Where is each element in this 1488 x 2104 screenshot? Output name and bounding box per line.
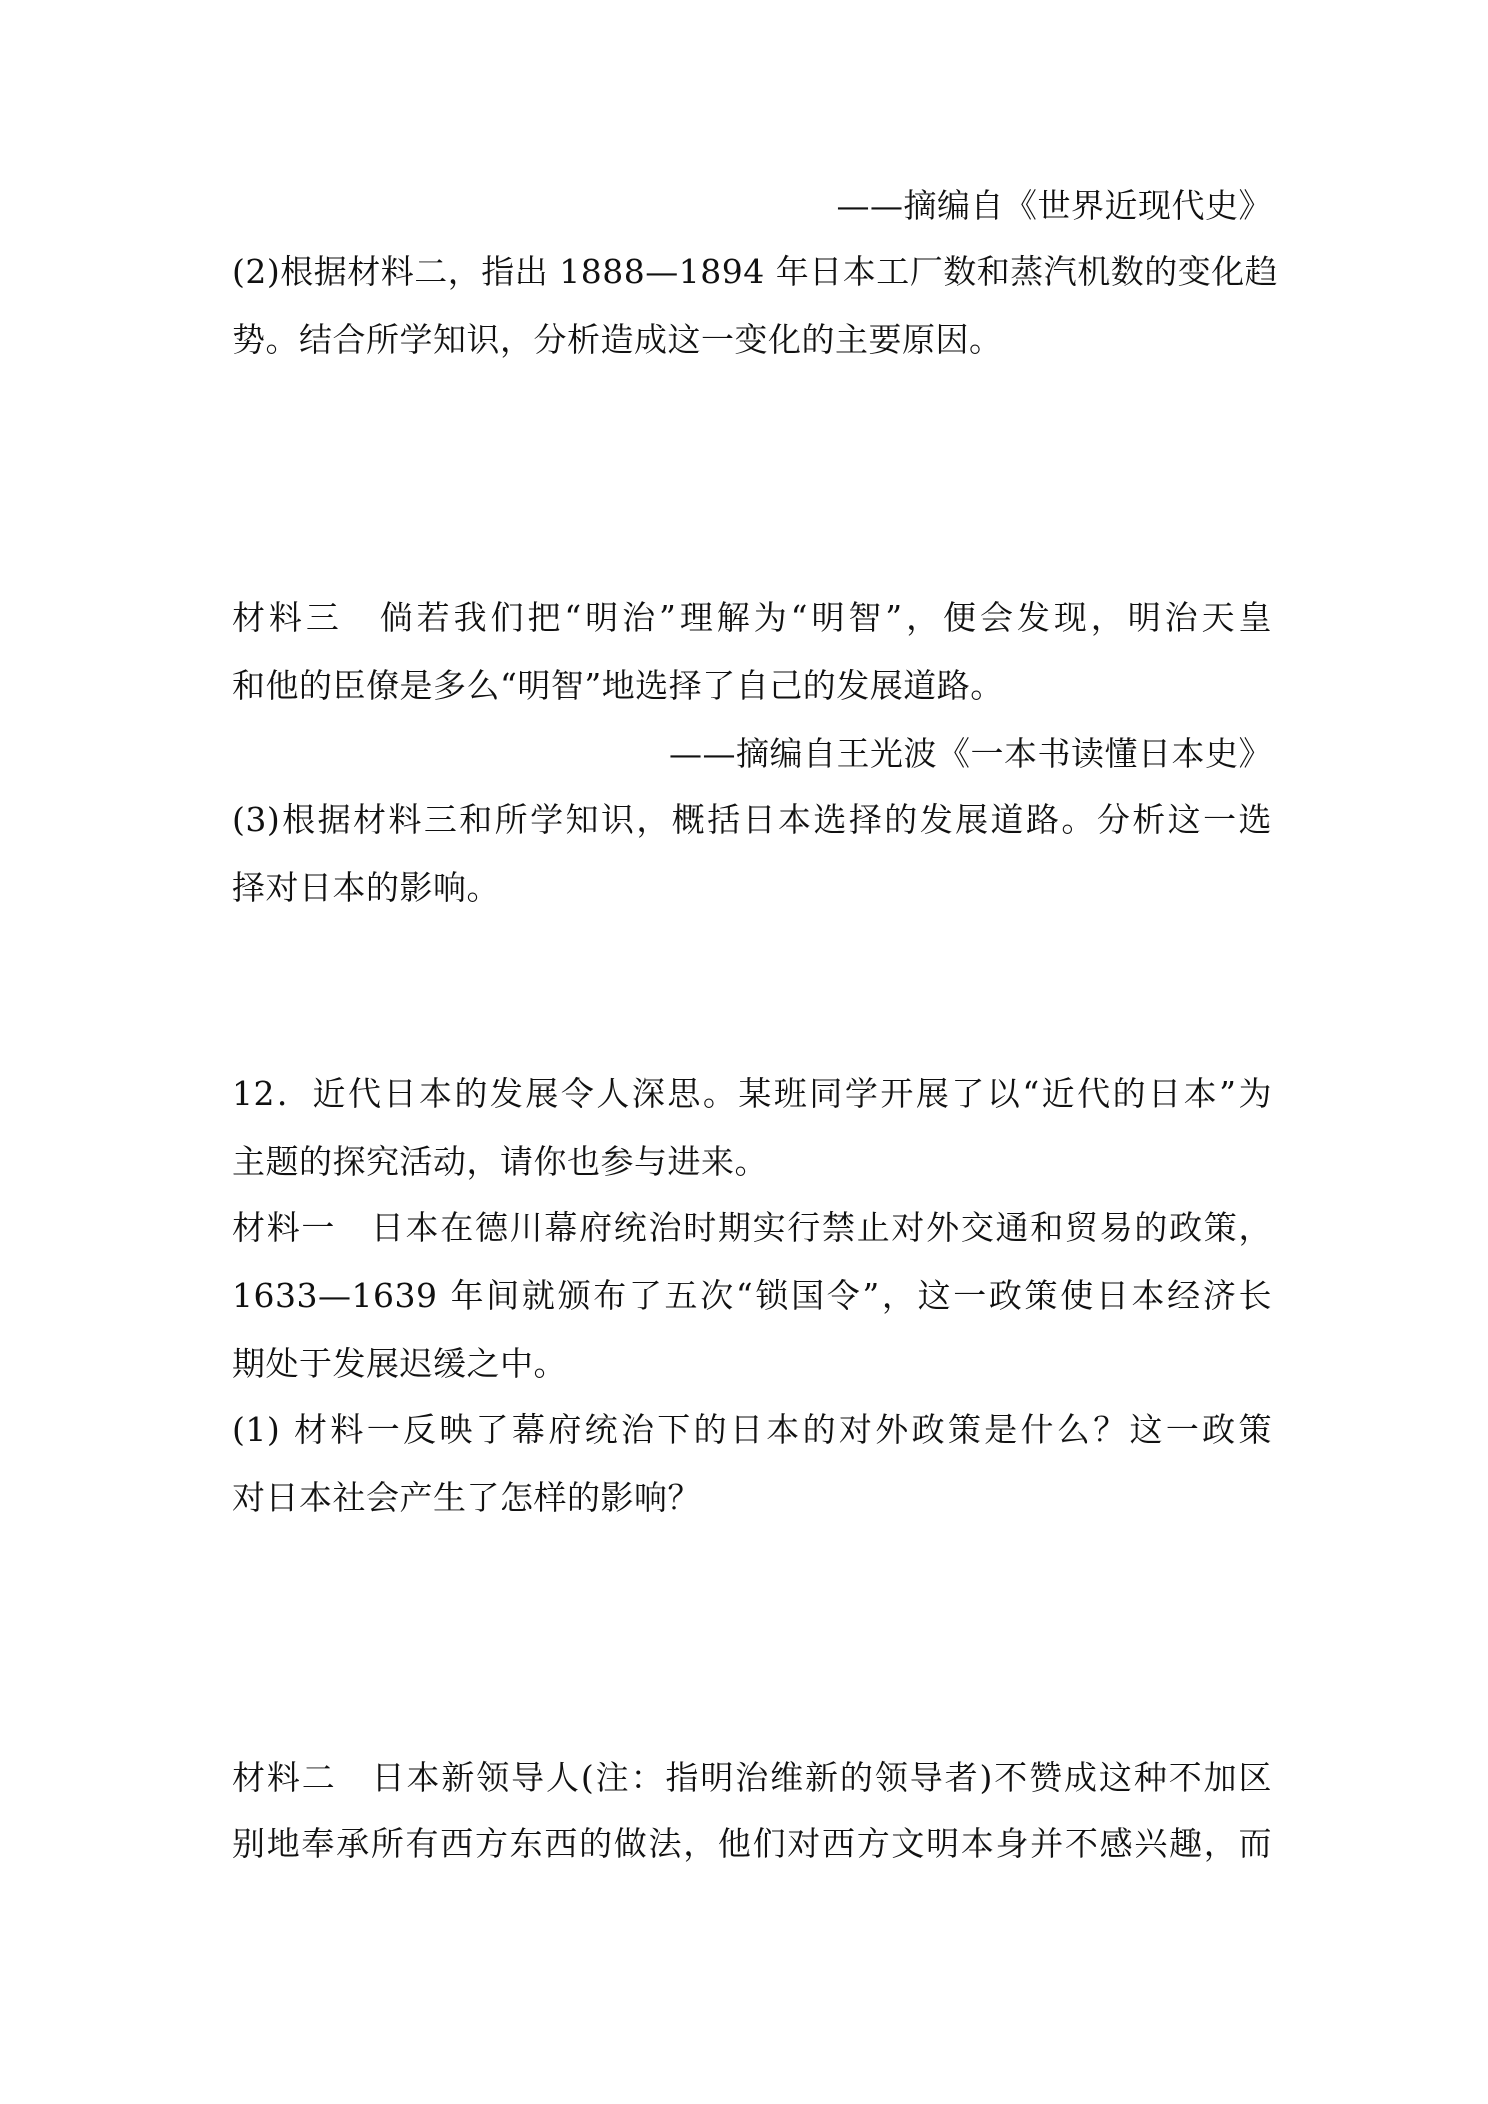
question-3-line-1: (3)根据材料三和所学知识，概括日本选择的发展道路。分析这一选	[232, 800, 1272, 839]
question-1-line-1: (1) 材料一反映了幕府统治下的日本的对外政策是什么？这一政策	[232, 1410, 1272, 1449]
material-1-line-1: 材料一 日本在德川幕府统治时期实行禁止对外交通和贸易的政策，	[232, 1208, 1272, 1247]
question-2-line-1: (2)根据材料二，指出 1888—1894 年日本工厂数和蒸汽机数的变化趋	[232, 252, 1279, 291]
question-12-line-2: 主题的探究活动，请你也参与进来。	[232, 1142, 768, 1181]
material-2-line-2: 别地奉承所有西方东西的做法，他们对西方文明本身并不感兴趣，而	[232, 1824, 1272, 1863]
question-1-line-2: 对日本社会产生了怎样的影响？	[232, 1478, 701, 1517]
material-2-line-1: 材料二 日本新领导人(注：指明治维新的领导者)不赞成这种不加区	[232, 1758, 1272, 1797]
material-1-line-3: 期处于发展迟缓之中。	[232, 1344, 567, 1383]
question-2-line-2: 势。结合所学知识，分析造成这一变化的主要原因。	[232, 320, 1003, 359]
question-3-line-2: 择对日本的影响。	[232, 868, 500, 907]
source-citation-japan-history: ——摘编自王光波《一本书读懂日本史》	[669, 734, 1272, 773]
question-12-line-1: 12．近代日本的发展令人深思。某班同学开展了以“近代的日本”为	[232, 1074, 1272, 1113]
material-3-line-2: 和他的臣僚是多么“明智”地选择了自己的发展道路。	[232, 666, 1004, 705]
source-citation-world-history: ——摘编自《世界近现代史》	[836, 186, 1272, 225]
material-1-line-2: 1633—1639 年间就颁布了五次“锁国令”，这一政策使日本经济长	[232, 1276, 1272, 1315]
material-3-line-1: 材料三 倘若我们把“明治”理解为“明智”，便会发现，明治天皇	[232, 598, 1272, 637]
